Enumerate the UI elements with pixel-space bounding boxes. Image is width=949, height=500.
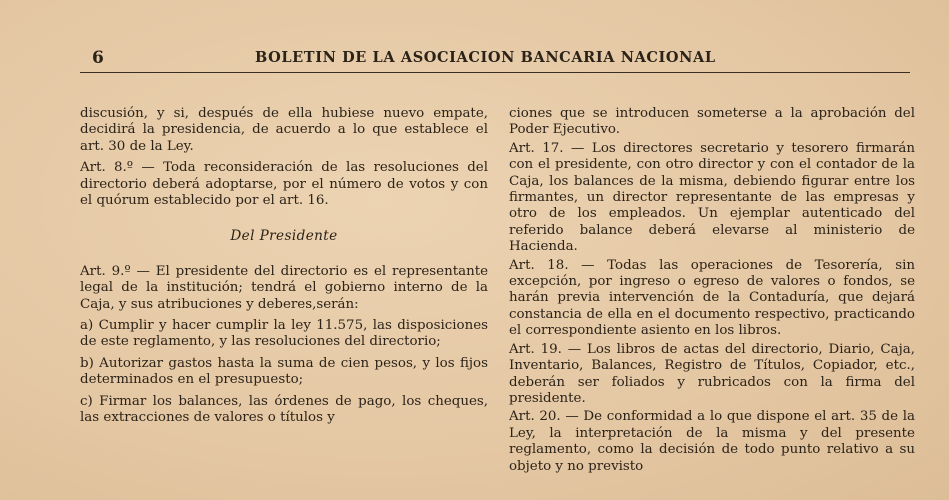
paragraph-discussion: discusión, y si, después de ella hubiese nuevo empate, decidirá la presidencia, de acuerdo a lo que establece el art. 30 de la Ley. [80, 106, 488, 154]
paragraph-art-20: Art. 20. — De conformidad a lo que dispone el art. 35 de la Ley, la interpretación de la misma y del presente reglamento, como la decisión de todo punto relativo a su objeto y no previsto [509, 409, 915, 474]
header-rule [80, 72, 910, 73]
paragraph-art-17: Art. 17. — Los directores secretario y tesorero firmarán con el presidente, con otro director y con el contador de la Caja, los balances de la misma, debiendo figurar entre los firmantes, un director representante de las empresas y otro de los empleados. Un ejemplar autenticado del referido balance deberá elevarse al ministerio de Hacienda. [509, 140, 915, 255]
paragraph-item-a: a) Cumplir y hacer cumplir la ley 11.575, las disposiciones de este reglamento, y las resoluciones del directorio; [80, 318, 488, 350]
paragraph-art-9: Art. 9.º — El presidente del directorio es el representante legal de la institución; tendrá el gobierno interno de la Caja, y sus atribuciones y deberes,serán: [80, 263, 488, 312]
paragraph-art-8: Art. 8.º — Toda reconsideración de las resoluciones del directorio deberá adoptarse, por el número de votos y con el quórum establecido por el art. 16. [80, 160, 488, 209]
paragraph-art-18: Art. 18. — Todas las operaciones de Tesorería, sin excepción, por ingreso o egreso de valores o fondos, se harán previa intervención de la Contaduría, que dejará constancia de ella en el documento respectivo, practicando el correspondiente asiento en los libros. [509, 257, 915, 339]
page-header [0, 42, 949, 72]
paragraph-item-b: b) Autorizar gastos hasta la suma de cien pesos, y los fijos determinados en el presupuesto; [80, 355, 488, 388]
paragraph-art-19: Art. 19. — Los libros de actas del directorio, Diario, Caja, Inventario, Balances, Registro de Títulos, Copiador, etc., deberán ser foliados y rubricados con la firma del presidente. [509, 341, 915, 406]
section-heading-del-presidente: Del Presidente [230, 228, 338, 245]
journal-title: BOLETIN DE LA ASOCIACION BANCARIA NACIONAL [255, 49, 716, 66]
left-column [80, 106, 488, 432]
right-column [509, 106, 915, 477]
page-number: 6 [92, 48, 104, 68]
paragraph-item-c: c) Firmar los balances, las órdenes de pago, los cheques, las extracciones de valores o títulos y [80, 393, 488, 426]
paragraph-continuation: ciones que se introducen someterse a la aprobación del Poder Ejecutivo. [509, 106, 915, 138]
